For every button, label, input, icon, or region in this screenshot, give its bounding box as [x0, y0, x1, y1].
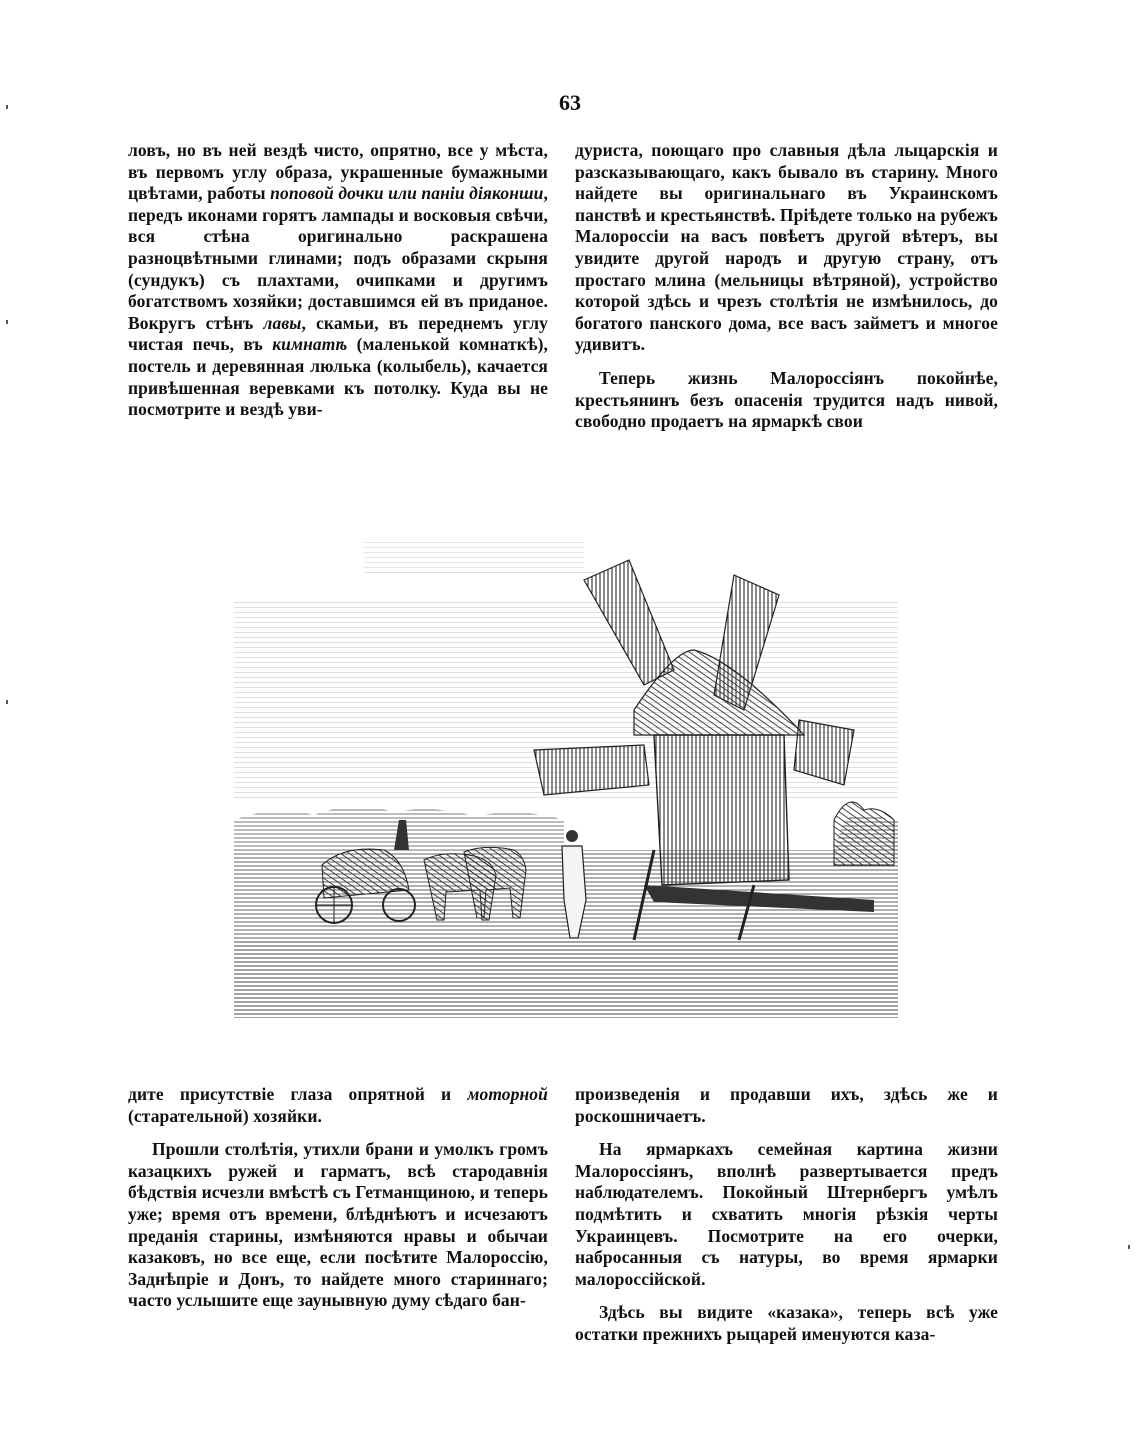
italic-term: моторной [467, 1084, 548, 1104]
text-run: (старательной) хозяйки. [128, 1105, 322, 1126]
text-run: ловъ, но въ ней вездѣ чисто, опрятно, все у мѣста, въ первомъ углу образа, украшенные бумажными цвѣтами, работы [128, 140, 548, 204]
paragraph: дуриста, поющаго про славныя дѣла лыцарскія и разсказывающаго, какъ бывало въ старину. Много найдете вы оригинальнаго въ Украинскомъ панствѣ и крестьянствѣ. Пріѣдете только на рубежъ Малороссіи на васъ повѣетъ другой вѣтеръ, вы увидите другой народъ и другую страну, отъ простаго млина (мельницы вѣтряной), устройство которой здѣсь и чрезъ столѣтія не измѣнилось, до богатого панского дома, все васъ займетъ и многое удивитъ. [575, 140, 998, 355]
scan-speck [6, 700, 8, 704]
paragraph: произведенія и продавши ихъ, здѣсь же и роскошничаетъ. [575, 1084, 998, 1126]
paragraph: Прошли столѣтія, утихли брани и умолкъ громъ казацкихъ ружей и гарматъ, всѣ стародавнія бѣдствія исчезли вмѣстѣ съ Гетманщиною, и теперь уже; время отъ времени, блѣднѣютъ и исчезаютъ преданія старины, измѣняются нравы и обычаи казаковъ, но все еще, если посѣтите Малороссію, Заднѣпріе и Донъ, то найдете много стариннаго; часто услышите еще заунывную думу сѣдаго бан- [128, 1139, 548, 1311]
column-top-right [575, 140, 998, 445]
right-trees [834, 802, 894, 865]
italic-term: поповой дочки или паніи діяконши [270, 183, 544, 204]
italic-term: лавы [263, 312, 302, 333]
page-number: 63 [559, 90, 581, 115]
italic-term: кимнатѣ [272, 334, 348, 355]
paragraph [128, 1084, 548, 1127]
column-bottom-left [128, 1084, 548, 1324]
text-run: (маленькой комнаткѣ), постель и деревянная люлька (колыбель), качается привѣшенная веревками къ потолку. Куда вы не посмотрите и вездѣ уви- [128, 334, 548, 420]
column-bottom-right [575, 1084, 998, 1358]
text-run: , передъ иконами горятъ лампады и восковыя свѣчи, вся стѣна оригинально раскрашена разноцвѣтными глинами; подъ образами скрыня (сундукъ) съ плахтами, очипками и другимъ богатствомъ хозяйки; доставшимся ей въ приданое. Вокругъ стѣнъ [128, 183, 549, 333]
paragraph: На ярмаркахъ семейная картина жизни Малороссіянъ, вполнѣ развертывается предъ наблюдателемъ. Покойный Штернбергъ умѣлъ подмѣтить и схватить многія рѣзкія черты Украинцевъ. Посмотрите на его очерки, набросанныя съ натуры, во время ярмарки малороссійской. [575, 1139, 998, 1289]
column-top-left [128, 140, 548, 433]
distant-village [234, 807, 898, 850]
paragraph [128, 140, 548, 421]
paragraph: Теперь жизнь Малороссіянъ покойнѣе, крестьянинъ безъ опасенія трудится надъ нивой, свободно продаетъ на ярмаркѣ свои [575, 367, 998, 432]
paragraph: Здѣсь вы видите «казака», теперь всѣ уже остатки прежнихъ рыцарей именуются каза- [575, 1302, 998, 1344]
text-run: , скамьи, въ переднемъ углу чистая печь, въ [128, 312, 548, 355]
scan-speck [6, 320, 8, 324]
scan-speck [6, 105, 8, 109]
text-run: дите присутствіе глаза опрятной и [128, 1084, 468, 1104]
scan-speck [1128, 1245, 1130, 1249]
windmill-illustration [234, 520, 898, 1018]
